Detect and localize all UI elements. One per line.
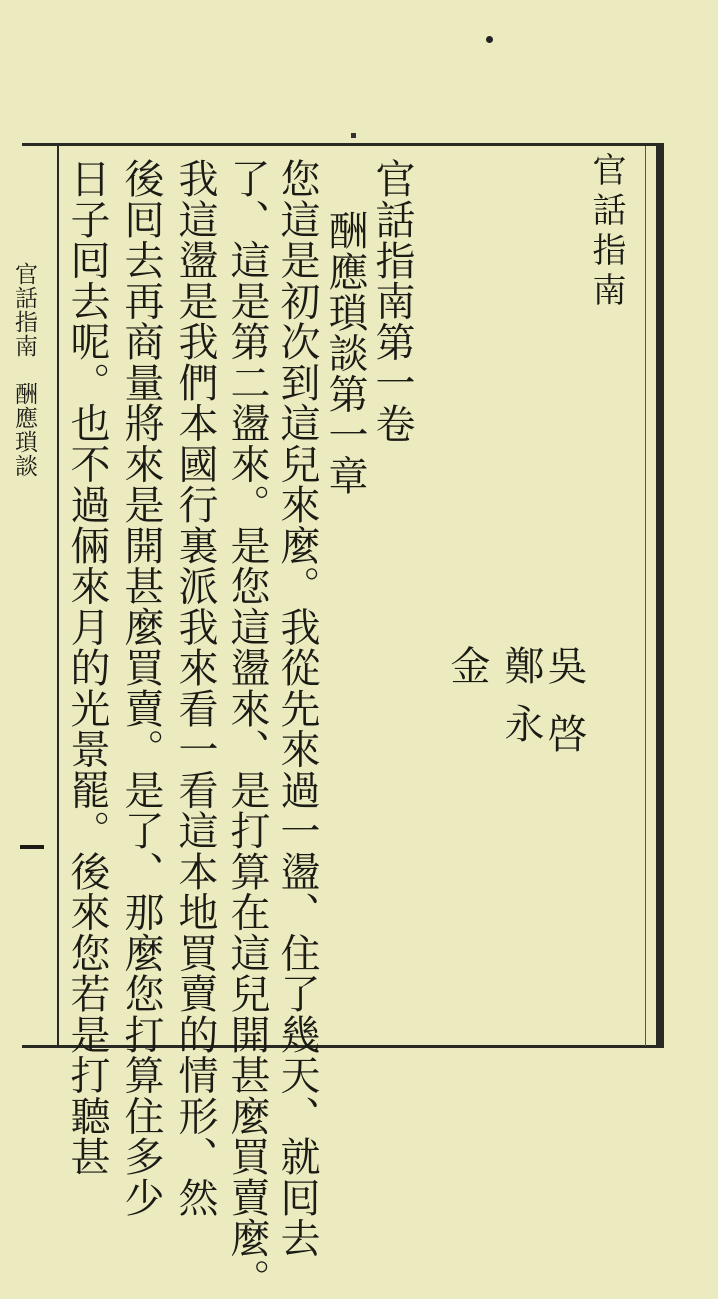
- book-title: 官話指南第一卷: [369, 158, 415, 444]
- author-name: 吳啓: [541, 645, 587, 781]
- body-line: 了、這是第二盪來。是您這盪來、是打算在這兒開甚麼買賣麼。: [224, 158, 270, 1299]
- author-name: 金: [444, 645, 490, 723]
- frame-top-border: [22, 143, 660, 146]
- page-number: [20, 845, 44, 849]
- page-title: 官話指南: [586, 152, 626, 312]
- body-line: 我這盪是我們本國行裏派我來看一看這本地買賣的情形、然: [172, 158, 218, 1218]
- author-name: 鄭永: [498, 645, 544, 761]
- chapter-title: 酬應瑣談第一章: [322, 210, 368, 496]
- frame-inner-rule: [645, 146, 646, 1046]
- body-line: 後囘去再商量將來是開甚麼買賣。是了、那麼您打算住多少: [118, 158, 164, 1218]
- top-mark: [351, 133, 356, 138]
- body-line: 日子囘去呢。也不過倆來月的光景罷。後來您若是打聽甚: [64, 158, 110, 1177]
- running-head: 官話指南 酬應瑣談: [11, 262, 37, 478]
- frame-right-border: [656, 143, 664, 1048]
- frame-left-border: [57, 146, 59, 1046]
- page-dot: [486, 36, 493, 43]
- body-line: 您這是初次到這兒來麼。我從先來過一盪、住了幾天、就囘去: [274, 158, 320, 1259]
